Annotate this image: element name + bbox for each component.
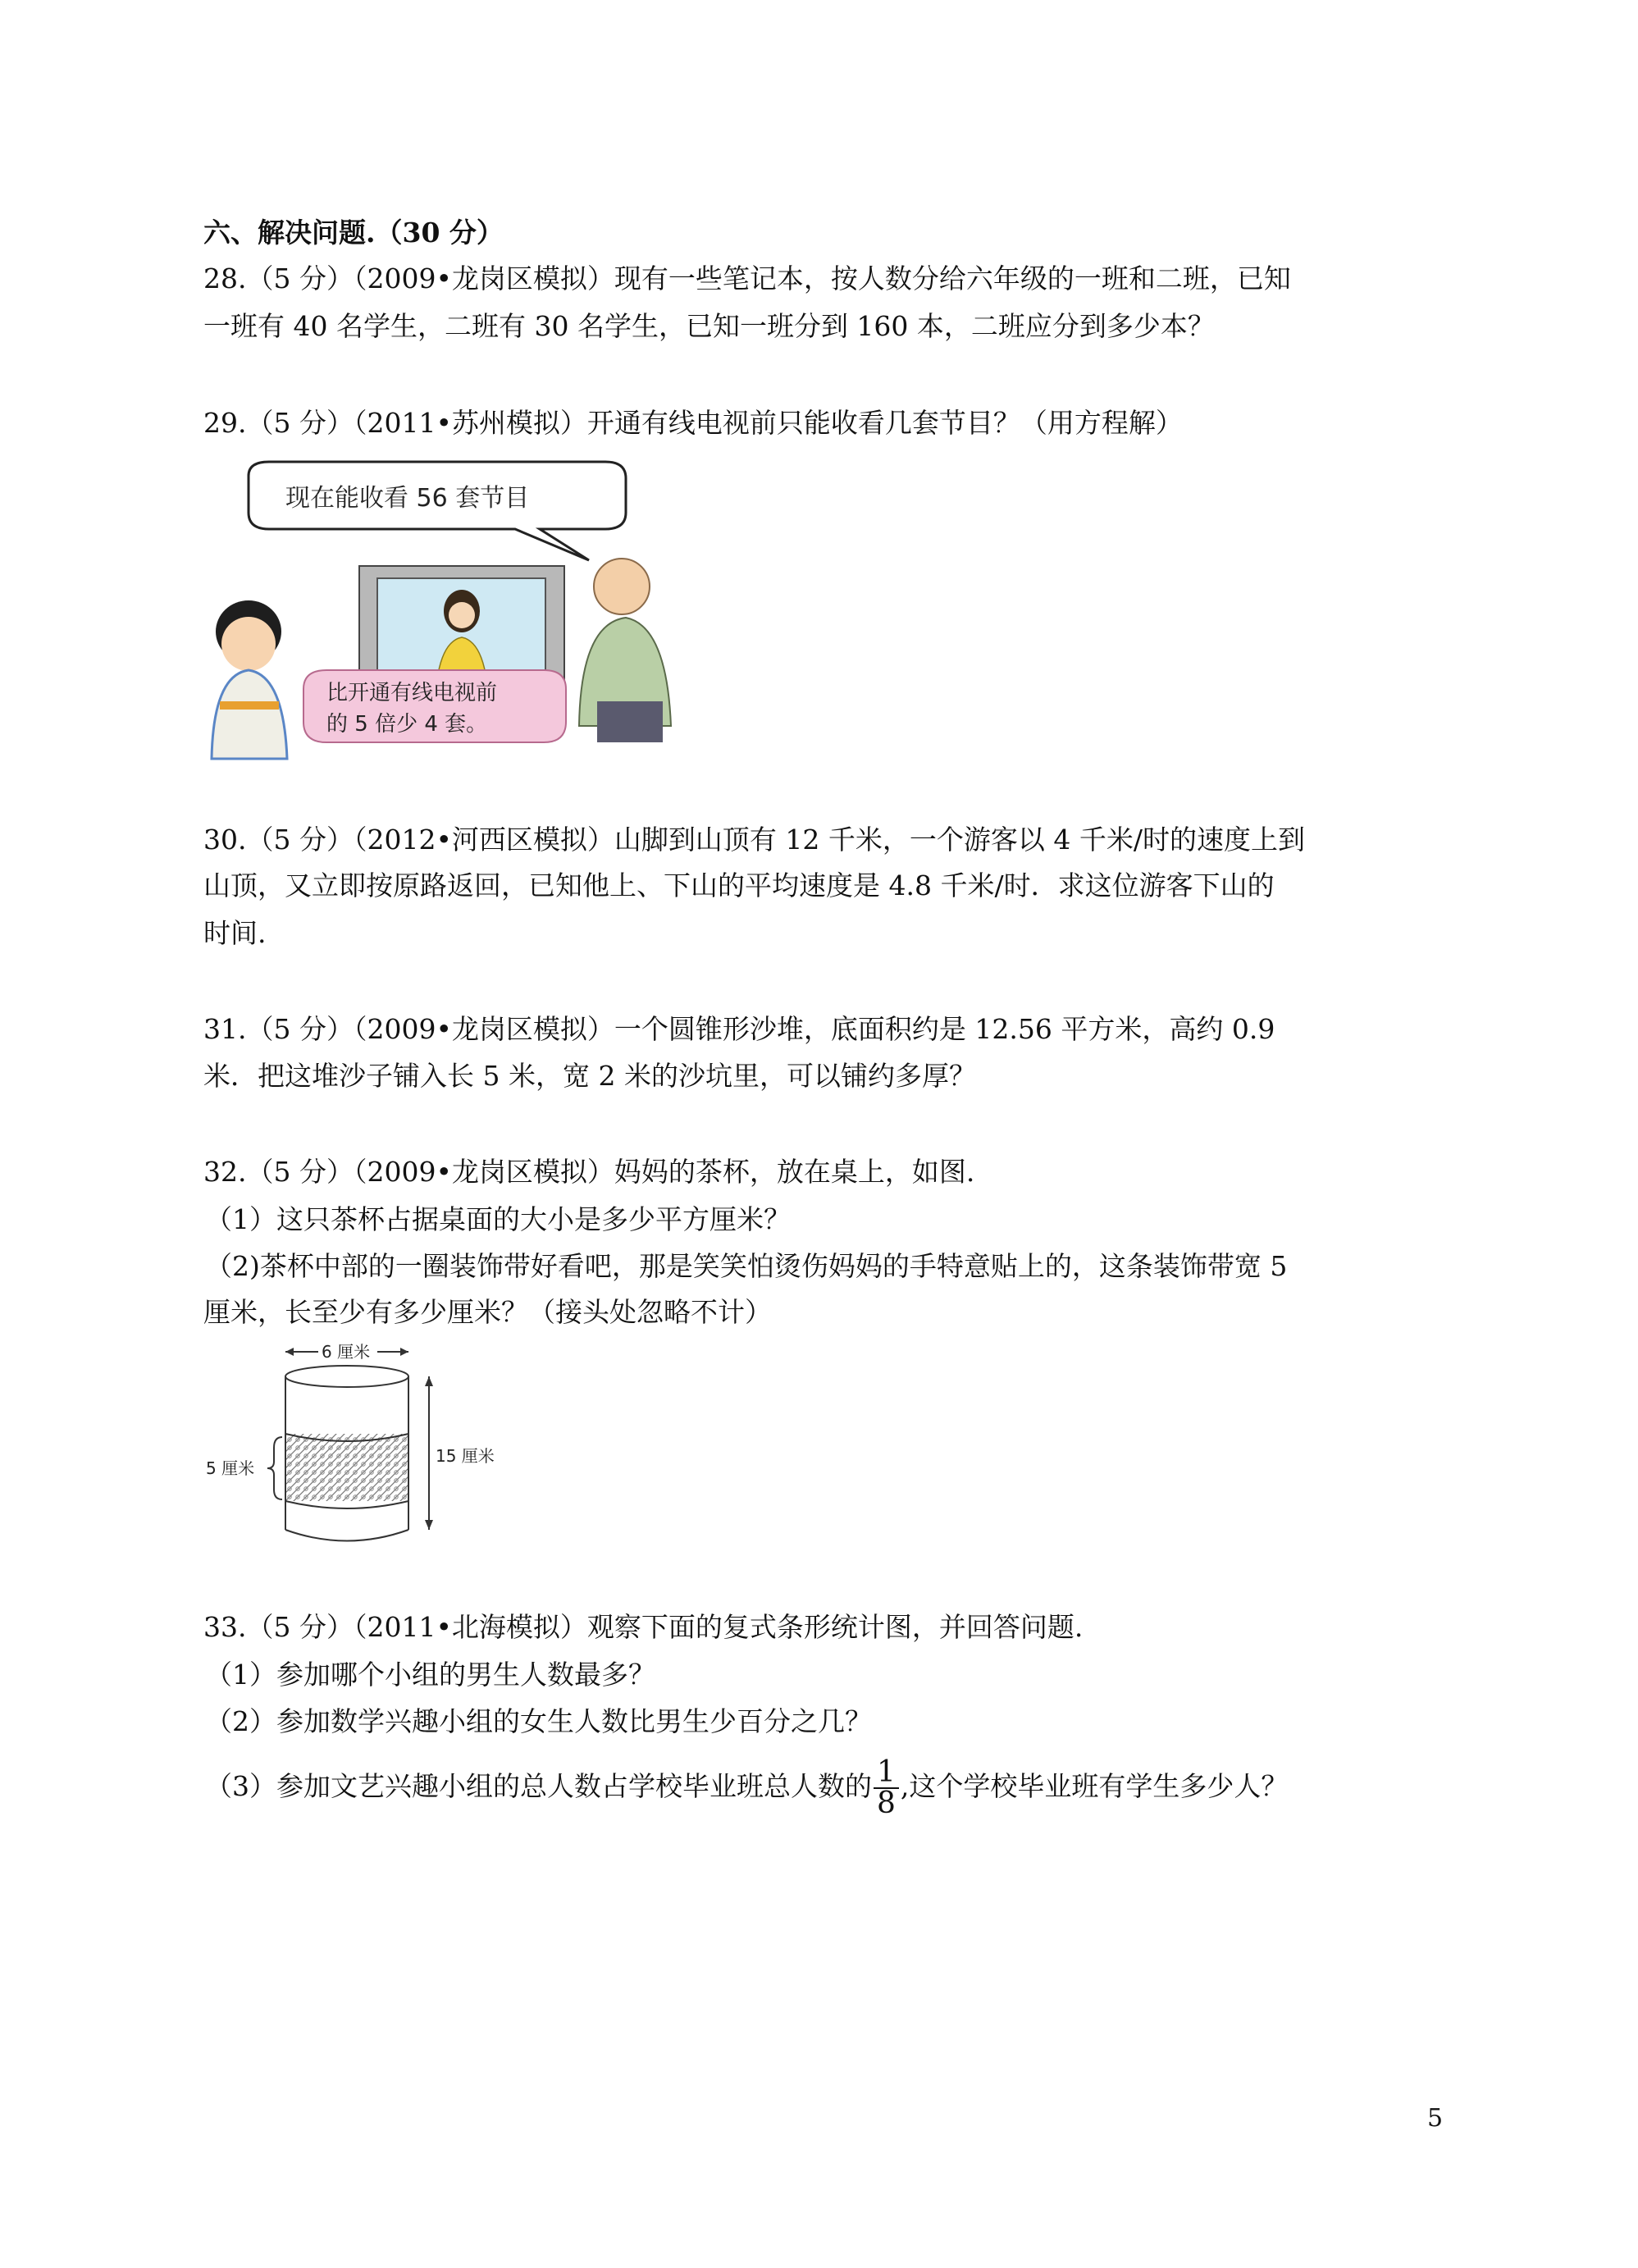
q32-line3: （2)茶杯中部的一圈装饰带好看吧，那是笑笑怕烫伤妈妈的手特意贴上的，这条装饰带宽 5 <box>205 1250 1288 1282</box>
fraction-one-eighth <box>874 1755 899 1820</box>
q32-line4: 厘米，长至少有多少厘米？（接头处忽略不计） <box>203 1296 772 1328</box>
q31-line1: 31.（5 分）（2009•龙岗区模拟）一个圆锥形沙堆，底面积约是 12.56 平方米，高约 0.9 <box>203 1013 1275 1045</box>
height-arrow-top-head <box>425 1376 433 1386</box>
cup-top-rim <box>285 1366 408 1387</box>
q33-line4-part2: ,这个学校毕业班有学生多少人？ <box>900 1770 1289 1802</box>
q33-line2: （1）参加哪个小组的男生人数最多？ <box>205 1659 655 1691</box>
boy-body <box>212 670 287 759</box>
presenter-face <box>449 602 475 628</box>
tv-scene-illustration <box>203 455 696 763</box>
height-label: 15 厘米 <box>436 1446 495 1466</box>
fraction-denominator: 8 <box>877 1787 896 1820</box>
q33-line4-part1: （3）参加文艺兴趣小组的总人数占学校毕业班总人数的 <box>205 1770 872 1802</box>
boy-shirt-stripe <box>220 701 279 710</box>
width-label: 6 厘米 <box>322 1342 371 1362</box>
q32-line1: 32.（5 分）（2009•龙岗区模拟）妈妈的茶杯，放在桌上，如图. <box>203 1156 975 1188</box>
section-title: 六、解决问题.（30 分） <box>203 217 504 249</box>
cup-diagram <box>203 1337 499 1550</box>
bubble-bottom-line1: 比开通有线电视前 <box>326 681 498 705</box>
width-arrow-left-head <box>285 1348 294 1356</box>
decoration-band <box>285 1434 408 1501</box>
q32-line2: （1）这只茶杯占据桌面的大小是多少平方厘米？ <box>205 1203 791 1235</box>
q30-line1: 30.（5 分）（2012•河西区模拟）山脚到山顶有 12 千米，一个游客以 4 千米/时的速度上到 <box>203 824 1305 856</box>
height-arrow-bottom-head <box>425 1520 433 1530</box>
q30-line2: 山顶，又立即按原路返回，已知他上、下山的平均速度是 4.8 千米/时．求这位游客下山的 <box>203 869 1275 901</box>
band-brace <box>267 1437 282 1499</box>
q33-line1: 33.（5 分）（2011•北海模拟）观察下面的复式条形统计图，并回答问题. <box>203 1611 1084 1643</box>
cup-bottom <box>285 1530 408 1541</box>
bubble-bottom-line2: 的 5 倍少 4 套。 <box>326 712 488 737</box>
q28-line1: 28.（5 分）（2009•龙岗区模拟）现有一些笔记本，按人数分给六年级的一班和二班，已知 <box>203 262 1291 294</box>
q30-line3: 时间. <box>203 917 267 949</box>
page-number: 5 <box>1427 2104 1444 2133</box>
boy-face <box>221 617 276 671</box>
grandpa-head <box>594 559 650 614</box>
q29-line1: 29.（5 分）（2011•苏州模拟）开通有线电视前只能收看几套节目？（用方程解） <box>203 407 1183 439</box>
band-bottom-edge <box>285 1501 408 1508</box>
q33-line4 <box>205 1755 1288 1819</box>
q33-line3: （2）参加数学兴趣小组的女生人数比男生少百分之几？ <box>205 1705 872 1737</box>
band-width-label: 5 厘米 <box>206 1458 255 1478</box>
q28-line2: 一班有 40 名学生，二班有 30 名学生，已知一班分到 160 本，二班应分到多少本？ <box>203 310 1215 342</box>
bubble-top-text: 现在能收看 56 套节目 <box>285 484 530 513</box>
fraction-numerator: 1 <box>874 1758 899 1789</box>
q31-line2: 米．把这堆沙子铺入长 5 米，宽 2 米的沙坑里，可以铺约多厚？ <box>203 1060 976 1092</box>
width-arrow-right-head <box>400 1348 408 1356</box>
grandpa-trousers <box>597 701 663 742</box>
